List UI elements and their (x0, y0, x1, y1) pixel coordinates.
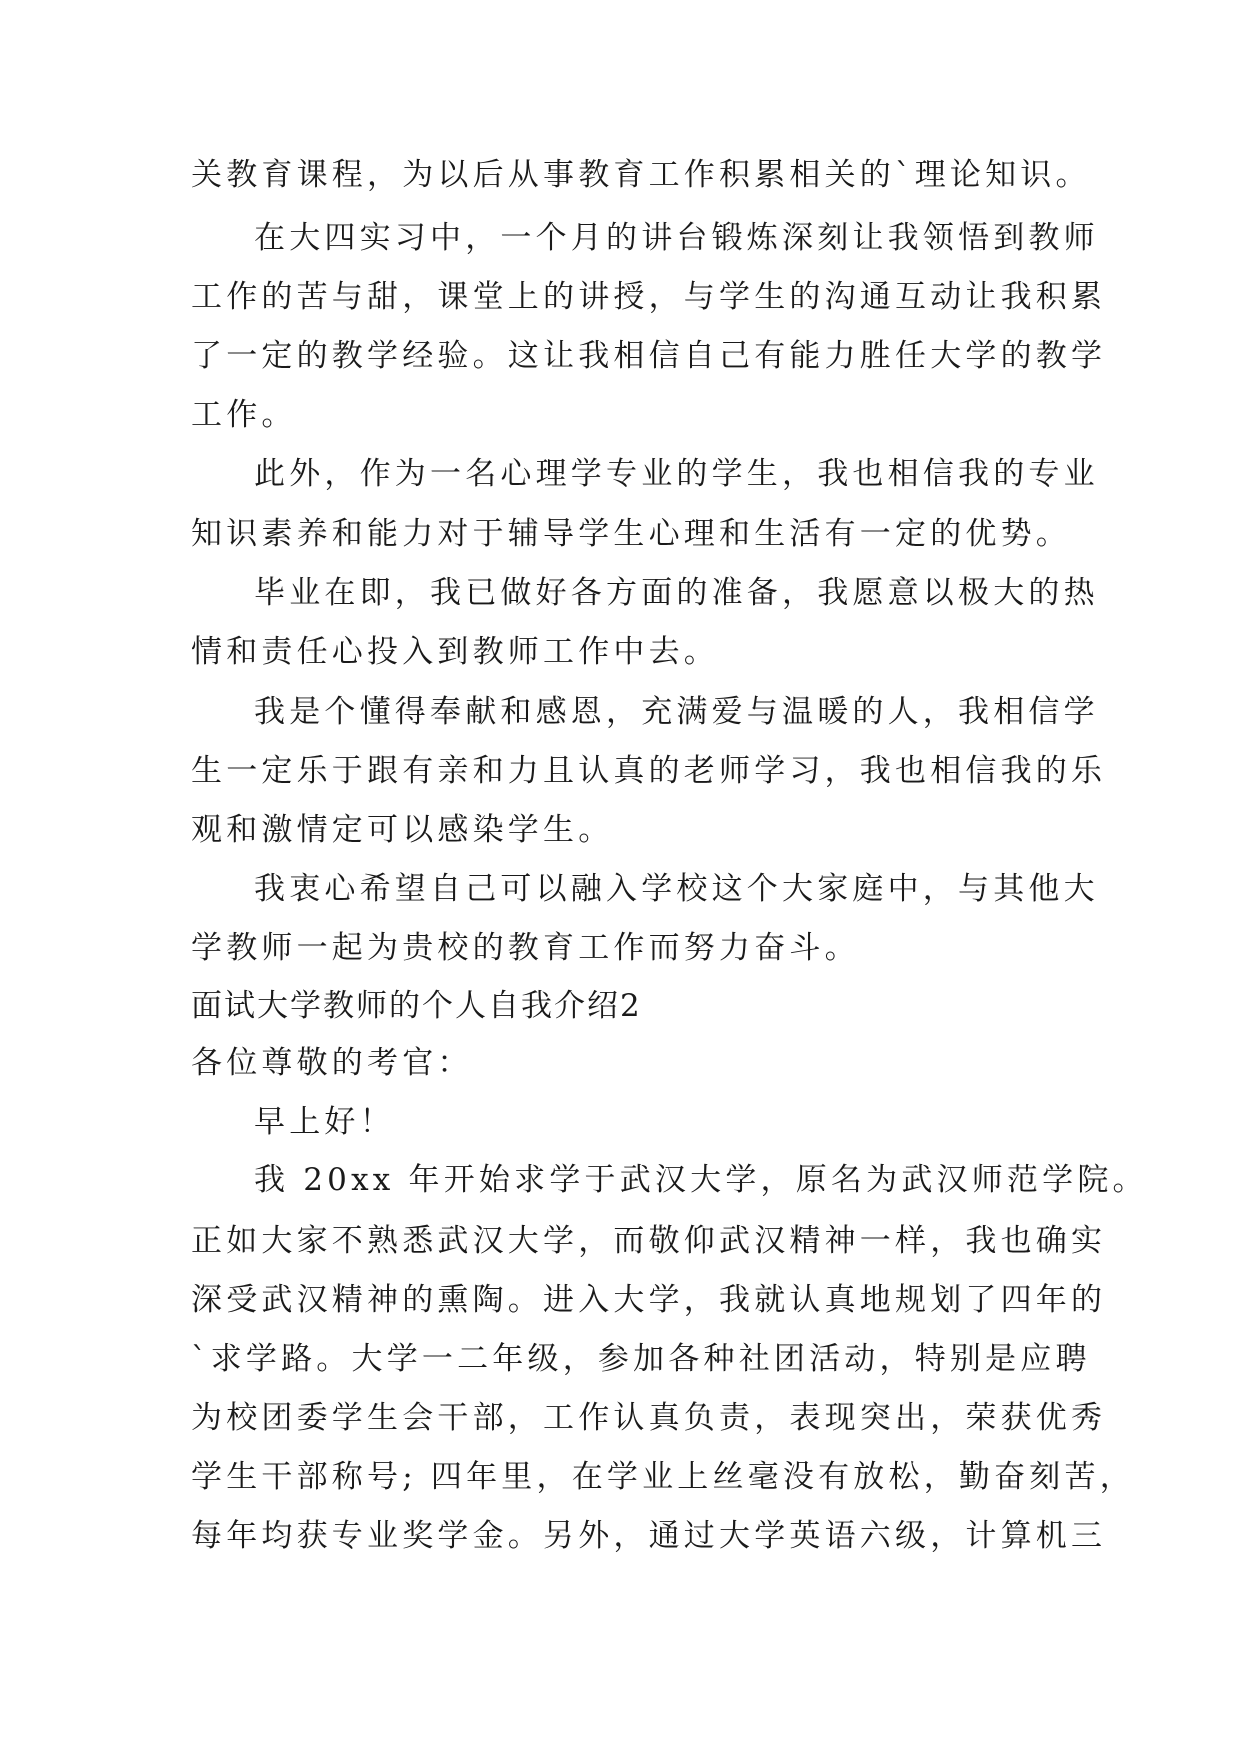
paragraph-line: 生一定乐于跟有亲和力且认真的老师学习，我也相信我的乐 (191, 753, 1107, 789)
paragraph-line: 情和责任心投入到教师工作中去。 (191, 634, 719, 670)
paragraph-line: 正如大家不熟悉武汉大学，而敬仰武汉精神一样，我也确实 (191, 1223, 1107, 1259)
paragraph-line: 此外，作为一名心理学专业的学生，我也相信我的专业 (254, 456, 1099, 492)
paragraph-line: 毕业在即，我已做好各方面的准备，我愿意以极大的热 (254, 575, 1099, 611)
paragraph-line: 在大四实习中，一个月的讲台锻炼深刻让我领悟到教师 (254, 220, 1099, 256)
paragraph-line: 为校团委学生会干部，工作认真负责，表现突出，荣获优秀 (191, 1400, 1107, 1436)
greeting: 早上好！ (254, 1104, 395, 1140)
paragraph-line: 知识素养和能力对于辅导学生心理和生活有一定的优势。 (191, 516, 1071, 552)
paragraph-line: 工作的苦与甜，课堂上的讲授，与学生的沟通互动让我积累 (191, 279, 1107, 315)
paragraph-line: 每年均获专业奖学金。另外，通过大学英语六级，计算机三 (191, 1518, 1107, 1554)
paragraph-line: 了一定的教学经验。这让我相信自己有能力胜任大学的教学 (191, 338, 1107, 374)
paragraph-line: 工作。 (191, 397, 297, 433)
section-title: 面试大学教师的个人自我介绍2 (191, 988, 642, 1024)
salutation: 各位尊敬的考官： (191, 1045, 473, 1081)
paragraph-line: 关教育课程，为以后从事教育工作积累相关的`理论知识。 (191, 157, 1091, 193)
paragraph-line: 我是个懂得奉献和感恩，充满爱与温暖的人，我相信学 (254, 694, 1099, 730)
paragraph-line: 深受武汉精神的熏陶。进入大学，我就认真地规划了四年的 (191, 1282, 1107, 1318)
paragraph-line: 学生干部称号; 四年里，在学业上丝毫没有放松，勤奋刻苦， (191, 1459, 1135, 1495)
paragraph-line: `求学路。大学一二年级，参加各种社团活动，特别是应聘 (191, 1341, 1091, 1377)
paragraph-line: 我衷心希望自己可以融入学校这个大家庭中，与其他大 (254, 871, 1099, 907)
paragraph-line: 学教师一起为贵校的教育工作而努力奋斗。 (191, 930, 860, 966)
paragraph-line: 观和激情定可以感染学生。 (191, 812, 614, 848)
paragraph-line: 我 20xx 年开始求学于武汉大学，原名为武汉师范学院。 (254, 1162, 1148, 1198)
